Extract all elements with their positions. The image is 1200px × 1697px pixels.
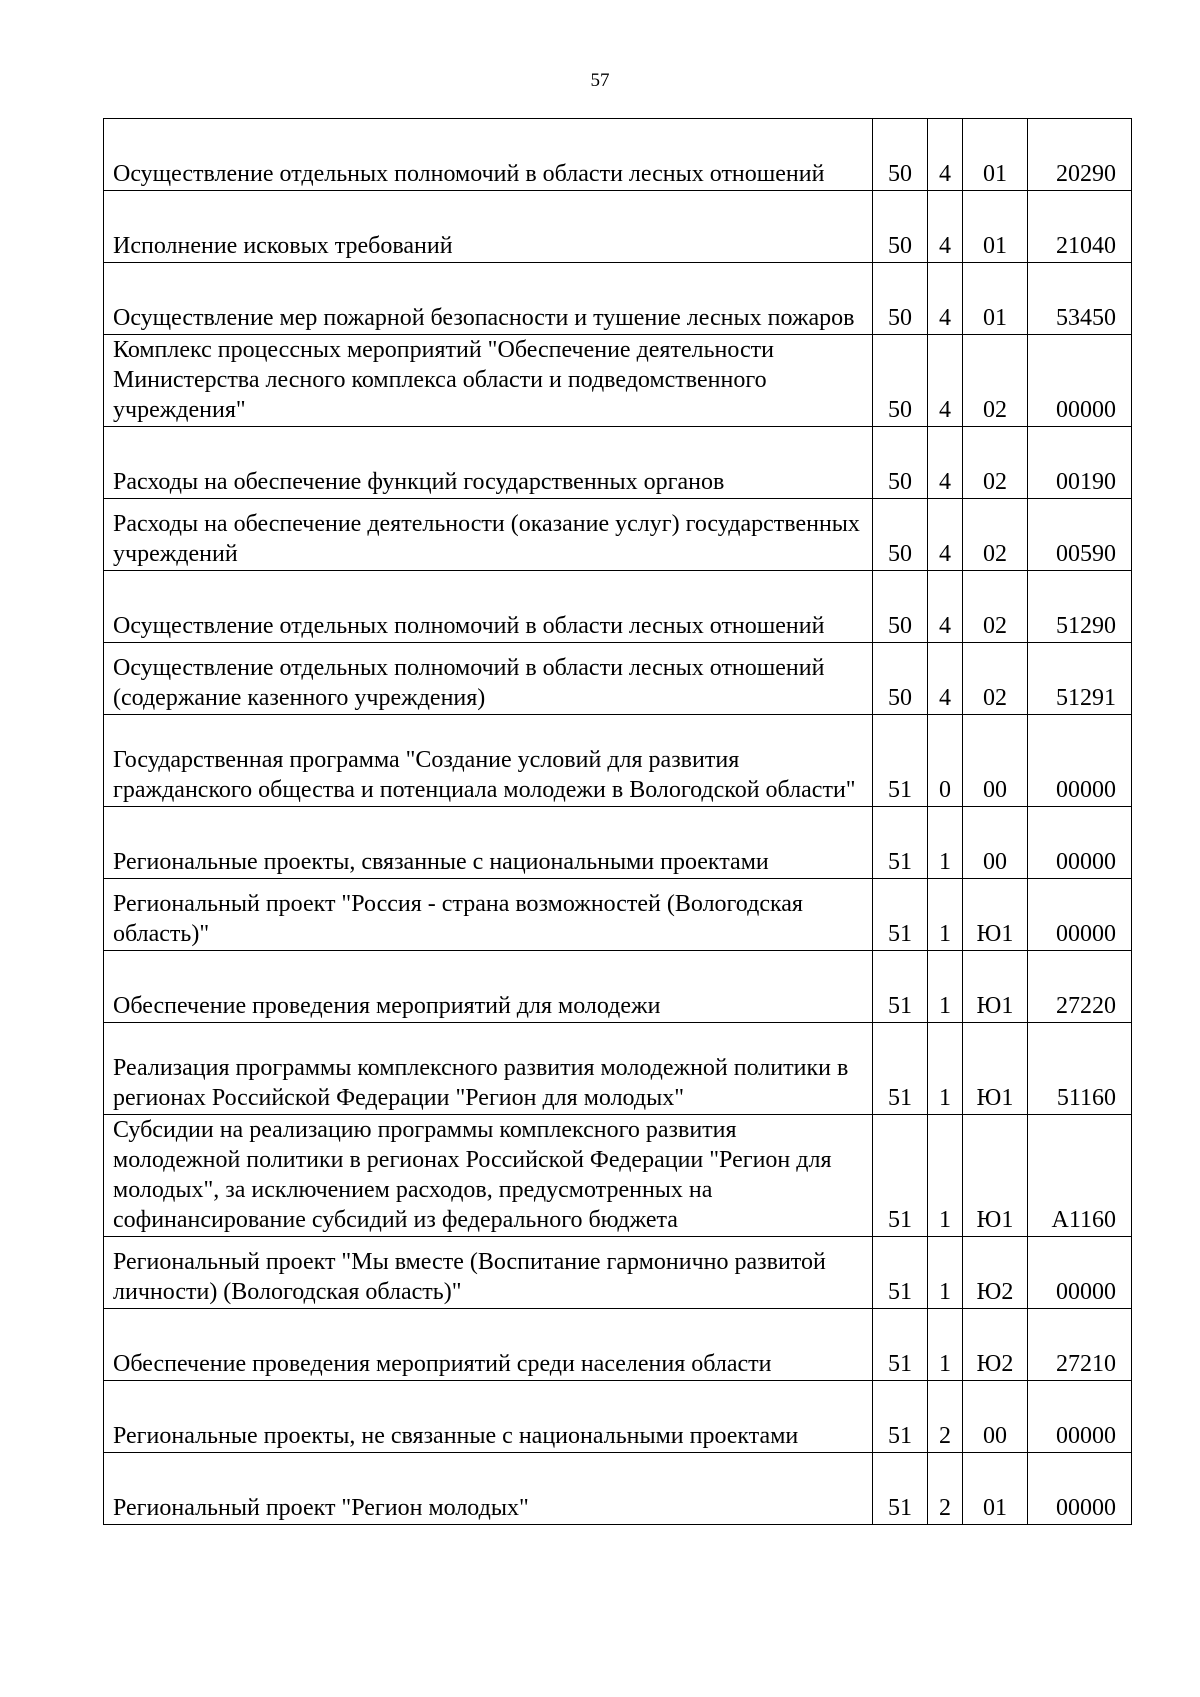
subprogram-code-cell: 4 xyxy=(928,191,963,263)
program-code-cell: 51 xyxy=(873,879,928,951)
program-code-cell: 50 xyxy=(873,571,928,643)
program-code-cell: 51 xyxy=(873,1237,928,1309)
direction-code-cell: 00190 xyxy=(1028,427,1132,499)
direction-code-cell: 27210 xyxy=(1028,1309,1132,1381)
subprogram-code-cell: 1 xyxy=(928,1023,963,1115)
table-row xyxy=(104,119,1132,191)
program-code-cell: 51 xyxy=(873,715,928,807)
direction-code-cell: 20290 xyxy=(1028,119,1132,191)
program-code-cell: 50 xyxy=(873,643,928,715)
row-name-cell: Региональный проект "Регион молодых" xyxy=(104,1453,873,1525)
group-code-cell: Ю1 xyxy=(963,879,1028,951)
program-code-cell: 51 xyxy=(873,1381,928,1453)
subprogram-code-cell: 4 xyxy=(928,643,963,715)
direction-code-cell: 00000 xyxy=(1028,1237,1132,1309)
table-row xyxy=(104,335,1132,427)
row-name-cell: Обеспечение проведения мероприятий среди населения области xyxy=(104,1309,873,1381)
subprogram-code-cell: 4 xyxy=(928,571,963,643)
group-code-cell: Ю1 xyxy=(963,1023,1028,1115)
direction-code-cell: 00000 xyxy=(1028,807,1132,879)
program-code-cell: 51 xyxy=(873,1453,928,1525)
row-name-cell: Обеспечение проведения мероприятий для молодежи xyxy=(104,951,873,1023)
group-code-cell: 02 xyxy=(963,499,1028,571)
subprogram-code-cell: 4 xyxy=(928,335,963,427)
group-code-cell: 00 xyxy=(963,1381,1028,1453)
program-code-cell: 50 xyxy=(873,119,928,191)
row-name-cell: Осуществление отдельных полномочий в области лесных отношений (содержание казенного учреждения) xyxy=(104,643,873,715)
group-code-cell: 02 xyxy=(963,643,1028,715)
table-row xyxy=(104,1237,1132,1309)
direction-code-cell: 00000 xyxy=(1028,1453,1132,1525)
subprogram-code-cell: 4 xyxy=(928,119,963,191)
group-code-cell: Ю1 xyxy=(963,1115,1028,1237)
direction-code-cell: 51290 xyxy=(1028,571,1132,643)
group-code-cell: Ю2 xyxy=(963,1237,1028,1309)
direction-code-cell: 27220 xyxy=(1028,951,1132,1023)
group-code-cell: 02 xyxy=(963,427,1028,499)
table-row xyxy=(104,643,1132,715)
table-row xyxy=(104,1309,1132,1381)
subprogram-code-cell: 1 xyxy=(928,1237,963,1309)
row-name-cell: Региональные проекты, не связанные с национальными проектами xyxy=(104,1381,873,1453)
subprogram-code-cell: 4 xyxy=(928,263,963,335)
group-code-cell: 01 xyxy=(963,1453,1028,1525)
program-code-cell: 50 xyxy=(873,191,928,263)
group-code-cell: 01 xyxy=(963,191,1028,263)
program-code-cell: 51 xyxy=(873,1309,928,1381)
group-code-cell: 02 xyxy=(963,335,1028,427)
direction-code-cell: 00000 xyxy=(1028,1381,1132,1453)
direction-code-cell: 00000 xyxy=(1028,879,1132,951)
row-name-cell: Региональный проект "Россия - страна возможностей (Вологодская область)" xyxy=(104,879,873,951)
subprogram-code-cell: 1 xyxy=(928,1309,963,1381)
program-code-cell: 50 xyxy=(873,263,928,335)
row-name-cell: Исполнение исковых требований xyxy=(104,191,873,263)
table-row xyxy=(104,427,1132,499)
table-row xyxy=(104,263,1132,335)
group-code-cell: Ю2 xyxy=(963,1309,1028,1381)
direction-code-cell: 21040 xyxy=(1028,191,1132,263)
direction-code-cell: 00000 xyxy=(1028,715,1132,807)
subprogram-code-cell: 4 xyxy=(928,427,963,499)
subprogram-code-cell: 2 xyxy=(928,1453,963,1525)
table-row xyxy=(104,951,1132,1023)
row-name-cell: Реализация программы комплексного развития молодежной политики в регионах Российской Федерации "Регион для молодых" xyxy=(104,1023,873,1115)
row-name-cell: Расходы на обеспечение функций государственных органов xyxy=(104,427,873,499)
direction-code-cell: 00000 xyxy=(1028,335,1132,427)
subprogram-code-cell: 1 xyxy=(928,879,963,951)
group-code-cell: 01 xyxy=(963,119,1028,191)
row-name-cell: Субсидии на реализацию программы комплексного развития молодежной политики в регионах Российской Федерации "Регион для молодых", за исключением расходов, предусмотренных на софинансирование субсидий из федерального бюджета xyxy=(104,1115,873,1237)
group-code-cell: Ю1 xyxy=(963,951,1028,1023)
program-code-cell: 51 xyxy=(873,1023,928,1115)
table-row xyxy=(104,499,1132,571)
subprogram-code-cell: 2 xyxy=(928,1381,963,1453)
program-code-cell: 51 xyxy=(873,951,928,1023)
group-code-cell: 02 xyxy=(963,571,1028,643)
table-row xyxy=(104,1023,1132,1115)
page-number: 57 xyxy=(590,70,610,91)
direction-code-cell: 51291 xyxy=(1028,643,1132,715)
program-code-cell: 50 xyxy=(873,335,928,427)
program-code-cell: 50 xyxy=(873,427,928,499)
table-row xyxy=(104,1115,1132,1237)
table-row xyxy=(104,1381,1132,1453)
program-code-cell: 51 xyxy=(873,1115,928,1237)
table-row xyxy=(104,1453,1132,1525)
subprogram-code-cell: 0 xyxy=(928,715,963,807)
subprogram-code-cell: 1 xyxy=(928,1115,963,1237)
group-code-cell: 00 xyxy=(963,715,1028,807)
row-name-cell: Государственная программа "Создание условий для развития гражданского общества и потенциала молодежи в Вологодской области" xyxy=(104,715,873,807)
group-code-cell: 01 xyxy=(963,263,1028,335)
table-row xyxy=(104,571,1132,643)
row-name-cell: Комплекс процессных мероприятий "Обеспечение деятельности Министерства лесного комплекса области и подведомственного учреждения" xyxy=(104,335,873,427)
group-code-cell: 00 xyxy=(963,807,1028,879)
table-row xyxy=(104,191,1132,263)
direction-code-cell: А1160 xyxy=(1028,1115,1132,1237)
program-code-cell: 50 xyxy=(873,499,928,571)
row-name-cell: Осуществление отдельных полномочий в области лесных отношений xyxy=(104,571,873,643)
table-row xyxy=(104,879,1132,951)
row-name-cell: Расходы на обеспечение деятельности (оказание услуг) государственных учреждений xyxy=(104,499,873,571)
row-name-cell: Осуществление отдельных полномочий в области лесных отношений xyxy=(104,119,873,191)
subprogram-code-cell: 4 xyxy=(928,499,963,571)
table-row xyxy=(104,715,1132,807)
budget-classification-table xyxy=(103,118,1132,1525)
row-name-cell: Региональные проекты, связанные с национальными проектами xyxy=(104,807,873,879)
row-name-cell: Региональный проект "Мы вместе (Воспитание гармонично развитой личности) (Вологодская область)" xyxy=(104,1237,873,1309)
direction-code-cell: 00590 xyxy=(1028,499,1132,571)
table-row xyxy=(104,807,1132,879)
program-code-cell: 51 xyxy=(873,807,928,879)
row-name-cell: Осуществление мер пожарной безопасности и тушение лесных пожаров xyxy=(104,263,873,335)
direction-code-cell: 53450 xyxy=(1028,263,1132,335)
subprogram-code-cell: 1 xyxy=(928,951,963,1023)
subprogram-code-cell: 1 xyxy=(928,807,963,879)
direction-code-cell: 51160 xyxy=(1028,1023,1132,1115)
